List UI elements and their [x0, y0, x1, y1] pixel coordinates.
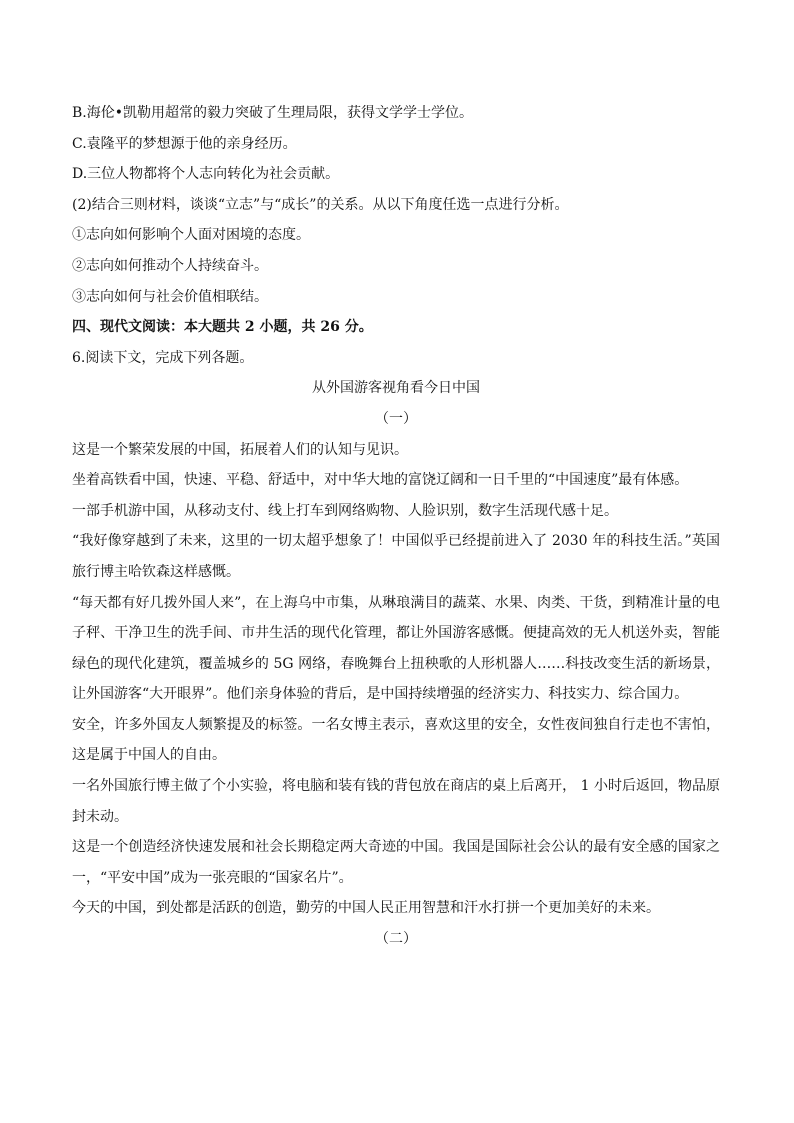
option-b: B.海伦•凯勒用超常的毅力突破了生理局限，获得文学学士学位。 — [72, 105, 473, 121]
section-4-heading: 四、现代文阅读：本大题共 2 小题，共 26 分。 — [72, 319, 373, 336]
paragraph: “每天都有好几拨外国人来”，在上海乌中市集，从琳琅满目的蔬菜、水果、肉类、干货，到精准计量的电子秤、干净卫生的洗手间、市井生活的现代化管理，都让外国游客感慨。便捷高效的无人机送外卖，智能绿色的现代化建筑，覆盖城乡的 5G 网络，春晚舞台上扭秧歌的人形机器人……科技改变生活的新场景，让外国游客“大开眼界”。他们亲身体验的背后，是中国持续增强的经济实力、科技实力、综合国力。 — [72, 594, 720, 703]
angle-1: ①志向如何影响个人面对困境的态度。 — [72, 227, 310, 244]
angle-2: ②志向如何推动个人持续奋斗。 — [72, 257, 268, 274]
paragraph: 坐着高铁看中国，快速、平稳、舒适中，对中华大地的富饶辽阔和一日千里的“中国速度”最有体感。 — [72, 472, 689, 489]
part-1-label: （一） — [375, 410, 417, 427]
document-page — [72, 98, 720, 955]
article-title: 从外国游客视角看今日中国 — [312, 380, 480, 397]
angle-3: ③志向如何与社会价值相联结。 — [72, 288, 268, 305]
paragraph: 一名外国旅行博主做了个小实验，将电脑和装有钱的背包放在商店的桌上后离开， 1 小时后返回，物品原封未动。 — [72, 778, 720, 825]
paragraph: 安全，许多外国友人频繁提及的标签。一名女博主表示，喜欢这里的安全，女性夜间独自行走也不害怕，这是属于中国人的自由。 — [72, 716, 720, 764]
question-2: (2)结合三则材料，谈谈“立志”与“成长”的关系。从以下角度任选一点进行分析。 — [72, 196, 569, 213]
paragraph: 这是一个繁荣发展的中国，拓展着人们的认知与见识。 — [72, 441, 408, 458]
option-c: C.袁隆平的梦想源于他的亲身经历。 — [72, 135, 297, 152]
paragraph: “我好像穿越到了未来，这里的一切太超乎想象了！中国似乎已经提前进入了 2030 年的科技生活。”英国旅行博主哈钦森这样感慨。 — [72, 533, 720, 580]
part-2-label: （二） — [375, 931, 417, 948]
paragraph: 今天的中国，到处都是活跃的创造，勤劳的中国人民正用智慧和汗水打拼一个更加美好的未来。 — [72, 900, 660, 917]
option-d: D.三位人物都将个人志向转化为社会贡献。 — [72, 166, 340, 183]
paragraph: 一部手机游中国，从移动支付、线上打车到网络购物、人脸识别，数字生活现代感十足。 — [72, 502, 618, 519]
question-6: 6.阅读下文，完成下列各题。 — [72, 349, 254, 366]
paragraph: 这是一个创造经济快速发展和社会长期稳定两大奇迹的中国。我国是国际社会公认的最有安全感的国家之一，“平安中国”成为一张亮眼的“国家名片”。 — [72, 839, 720, 886]
